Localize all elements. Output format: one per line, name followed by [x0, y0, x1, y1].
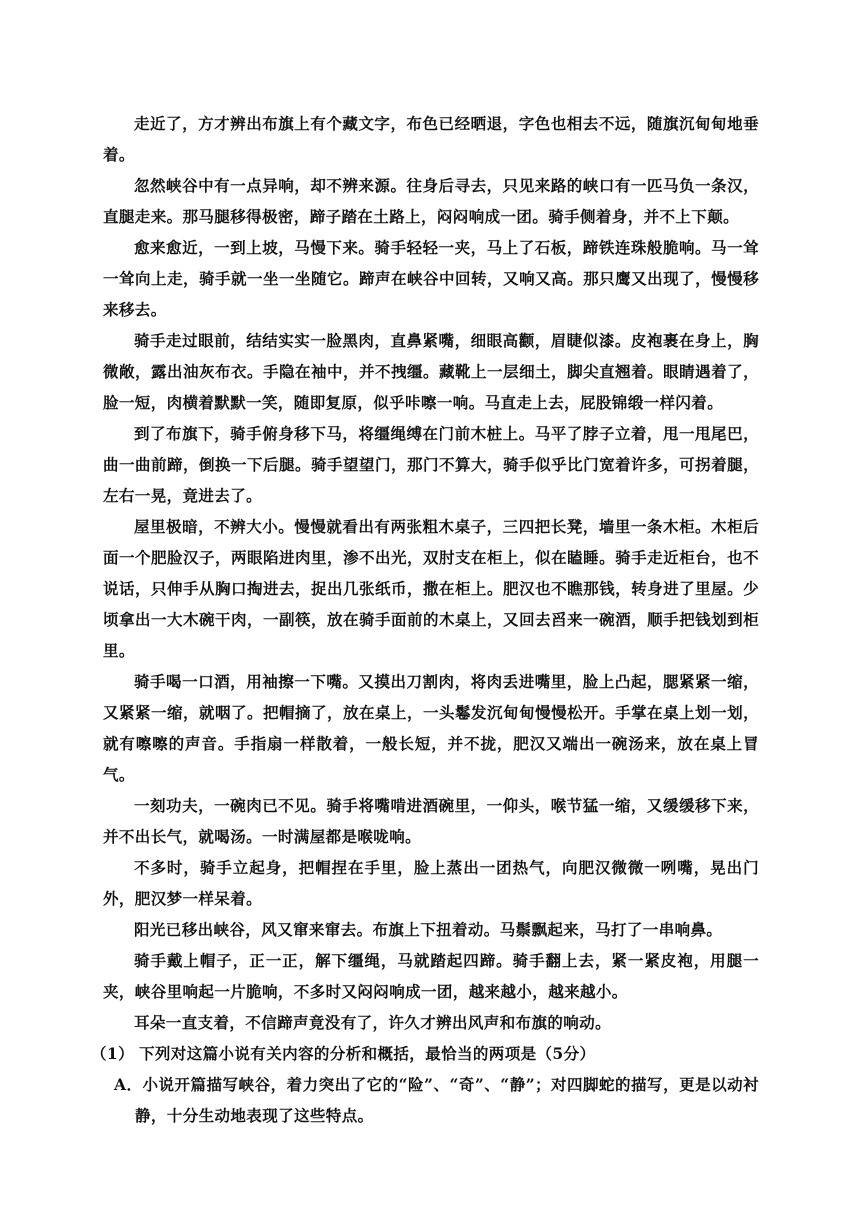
- paragraph-6: 屋里极暗，不辨大小。慢慢就看出有两张粗木桌子，三四把长凳，墙里一条木柜。木柜后面一个肥脸汉子，两眼陷进肉里，渗不出光，双肘支在柜上，似在瞌睡。骑手走近柜台，也不说话，只伸手从胸口掏进去，捉出几张纸币，撒在柜上。肥汉也不瞧那钱，转身进了里屋。少顷拿出一大木碗干肉，一副筷，放在骑手面前的木桌上，又回去舀来一碗酒，顺手把钱划到柜里。: [103, 517, 759, 660]
- paragraph-5: 到了布旗下，骑手俯身移下马，将缰绳缚在门前木桩上。马平了脖子立着，甩一甩尾巴，曲一曲前蹄，倒换一下后腿。骑手望望门，那门不算大，骑手似乎比门宽着许多，可拐着腿，左右一晃，竟进去了。: [103, 424, 759, 505]
- question-1: [91, 1038, 759, 1069]
- paragraph-4: 骑手走过眼前，结结实实一脸黑肉，直鼻紧嘴，细眼高颧，眉睫似漆。皮袍裹在身上，胸微敞，露出油灰布衣。手隐在袖中，并不拽缰。藏靴上一层细土，脚尖直翘着。眼睛遇着了，脸一短，肉横着默默一笑，随即复原，似乎咔嚓一响。马直走上去，屁股锦缎一样闪着。: [103, 331, 759, 412]
- paragraph-9: 不多时，骑手立起身，把帽捏在手里，脸上蒸出一团热气，向肥汉微微一咧嘴，晃出门外，肥汉梦一样呆着。: [103, 858, 759, 908]
- paragraph-2: 忽然峡谷中有一点异响，却不辨来源。往身后寻去，只见来路的峡口有一匹马负一条汉，直腿走来。那马腿移得极密，蹄子踏在土路上，闷闷响成一团。骑手侧着身，并不上下颠。: [103, 176, 759, 226]
- paragraph-3: 愈来愈近，一到上坡，马慢下来。骑手轻轻一夹，马上了石板，蹄铁连珠般脆响。马一耸一耸向上走，骑手就一坐一坐随它。蹄声在峡谷中回转，又响又高。那只鹰又出现了，慢慢移来移去。: [103, 238, 759, 319]
- paragraph-8: 一刻功夫，一碗肉已不见。骑手将嘴啃进酒碗里，一仰头，喉节猛一缩，又缓缓移下来，并不出长气，就喝汤。一时满屋都是喉咙响。: [103, 796, 759, 846]
- question-text: 下列对这篇小说有关内容的分析和概括，最恰当的两项是（5分）: [139, 1044, 596, 1063]
- paragraph-11: 骑手戴上帽子，正一正，解下缰绳，马就踏起四蹄。骑手翻上去，紧一紧皮袍，用腿一夹，峡谷里响起一片脆响，不多时又闷闷响成一团，越来越小，越来越小。: [103, 951, 759, 1001]
- paragraph-12: 耳朵一直支着，不信蹄声竟没有了，许久才辨出风声和布旗的响动。: [134, 1013, 612, 1032]
- document-body: [91, 108, 759, 1131]
- question-number: （1）: [91, 1044, 134, 1063]
- option-a: A．小说开篇描写峡谷，着力突出了它的“险”、“奇”、“静”；对四脚蛇的描写，更是以动衬静，十分生动地表现了这些特点。: [114, 1075, 759, 1125]
- paragraph-7: 骑手喝一口酒，用袖擦一下嘴。又摸出刀割肉，将肉丢进嘴里，脸上凸起，腮紧紧一缩，又紧紧一缩，就咽了。把帽摘了，放在桌上，一头鬈发沉甸甸慢慢松开。手掌在桌上划一划，就有嚓嚓的声音。手指扇一样散着，一般长短，并不拢，肥汉又端出一碗汤来，放在桌上冒气。: [103, 672, 759, 784]
- paragraph-1: 走近了，方才辨出布旗上有个藏文字，布色已经晒退，字色也相去不远，随旗沉甸甸地垂着。: [103, 114, 759, 164]
- paragraph-10: 阳光已移出峡谷，风又窜来窜去。布旗上下扭着动。马鬃飘起来，马打了一串响鼻。: [134, 920, 723, 939]
